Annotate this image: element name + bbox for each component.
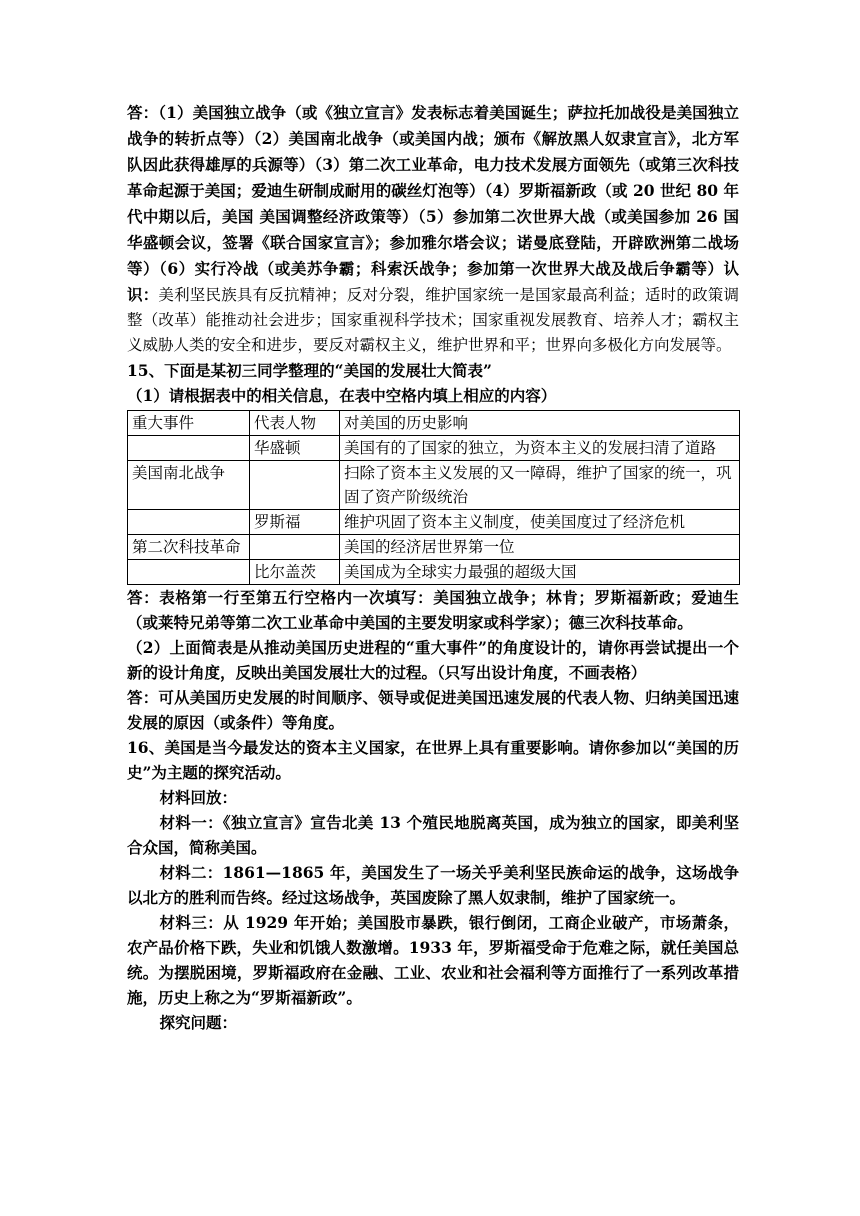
table-cell-impact: 美国的经济居世界第一位 <box>340 535 740 560</box>
table-cell-event: 第二次科技革命 <box>128 535 250 560</box>
inquiry-questions-label: 探究问题： <box>159 1013 238 1032</box>
table-cell-impact: 美国成为全球实力最强的超级大国 <box>340 560 740 585</box>
table-cell-event[interactable] <box>128 510 250 535</box>
question-15-part1: （1）请根据表中的相关信息，在表中空格内填上相应的内容） <box>127 386 557 405</box>
material-one: 材料一：《独立宣言》宣告北美 13 个殖民地脱离英国，成为独立的国家，即美利坚合众国，简称美国。 <box>127 813 739 857</box>
table-cell-event[interactable] <box>128 436 250 461</box>
table-row <box>128 461 740 510</box>
material-three: 材料三：从 1929 年开始；美国股市暴跌，银行倒闭，工商企业破产，市场萧条，农产品价格下跌，失业和饥饿人数激增。1933 年，罗斯福受命于危难之际，就任美国总统。为摆脱困境，罗斯福政府在金融、工业、农业和社会福利等方面推行了一系列改革措施，历史上称之为“罗斯福新政”。 <box>127 913 739 1007</box>
table-cell-impact: 维护巩固了资本主义制度，使美国度过了经济危机 <box>340 510 740 535</box>
table-cell-person: 比尔盖茨 <box>250 560 340 585</box>
table-header-row <box>128 411 740 436</box>
answer-14-events: 答：（1）美国独立战争（或《独立宣言》发表标志着美国诞生；萨拉托加战役是美国独立战争的转折点等）（2）美国南北战争（或美国内战；颁布《解放黑人奴隶宣言》，北方军队因此获得雄厚的兵源等）（3）第二次工业革命，电力技术发展方面领先（或第三次科技革命起源于美国；爱迪生研制成耐用的碳丝灯泡等）（4）罗斯福新政（或 20 世纪 80 年代中期以后，美国 美国调整经济政策等）（5）参加第二次世界大战（或美国参加 26 国华盛顿会议，签署《联合国家宣言》；参加雅尔塔会议；诺曼底登陆，开辟欧洲第二战场等）（6）实行冷战（或美苏争霸；科索沃战争；参加第一次世界大战及战后争霸等）认识： <box>127 103 739 304</box>
table-cell-event[interactable] <box>128 560 250 585</box>
table-cell-person[interactable] <box>250 535 340 560</box>
table-row <box>128 510 740 535</box>
table-cell-event: 美国南北战争 <box>128 461 250 510</box>
table-header: 重大事件 <box>128 411 250 436</box>
table-cell-impact: 美国有的了国家的独立，为资本主义的发展扫清了道路 <box>340 436 740 461</box>
material-two: 材料二：1861—1865 年，美国发生了一场关乎美利坚民族命运的战争，这场战争以北方的胜利而告终。经过这场战争，英国废除了黑人奴隶制，维护了国家统一。 <box>127 863 739 907</box>
development-table <box>127 410 740 585</box>
table-cell-person: 华盛顿 <box>250 436 340 461</box>
document-page <box>127 100 739 1035</box>
table-header: 对美国的历史影响 <box>340 411 740 436</box>
question-15-title: 15、下面是某初三同学整理的“美国的发展壮大简表” <box>127 361 492 380</box>
answer-15-part1: 答：表格第一行至第五行空格内一次填写：美国独立战争；林肯；罗斯福新政；爱迪生（或莱特兄弟等第二次工业革命中美国的主要发明家或科学家）；德三次科技革命。 <box>127 588 739 632</box>
question-16-title: 16、美国是当今最发达的资本主义国家，在世界上具有重要影响。请你参加以“美国的历史”为主题的探究活动。 <box>127 738 739 782</box>
question-15-part2: （2）上面简表是从推动美国历史进程的“重大事件”的角度设计的，请你再尝试提出一个新的设计角度，反映出美国发展壮大的过程。（只写出设计角度，不画表格） <box>127 638 739 682</box>
table-row <box>128 535 740 560</box>
answer-15-part2: 答：可从美国历史发展的时间顺序、领导或促进美国迅速发展的代表人物、归纳美国迅速发展的原因（或条件）等角度。 <box>127 688 739 732</box>
table-header: 代表人物 <box>250 411 340 436</box>
answer-14 <box>127 100 739 358</box>
material-review-label: 材料回放： <box>159 788 238 807</box>
table-row <box>128 560 740 585</box>
table-cell-person: 罗斯福 <box>250 510 340 535</box>
answer-14-insight: 美利坚民族具有反抗精神；反对分裂，维护国家统一是国家最高利益；适时的政策调整（改革）能推动社会进步；国家重视科学技术；国家重视发展教育、培养人才；霸权主义威胁人类的安全和进步，要反对霸权主义，维护世界和平；世界向多极化方向发展等。 <box>127 286 739 354</box>
table-cell-impact: 扫除了资本主义发展的又一障碍，维护了国家的统一，巩固了资产阶级统治 <box>340 461 740 510</box>
table-row <box>128 436 740 461</box>
table-cell-person[interactable] <box>250 461 340 510</box>
